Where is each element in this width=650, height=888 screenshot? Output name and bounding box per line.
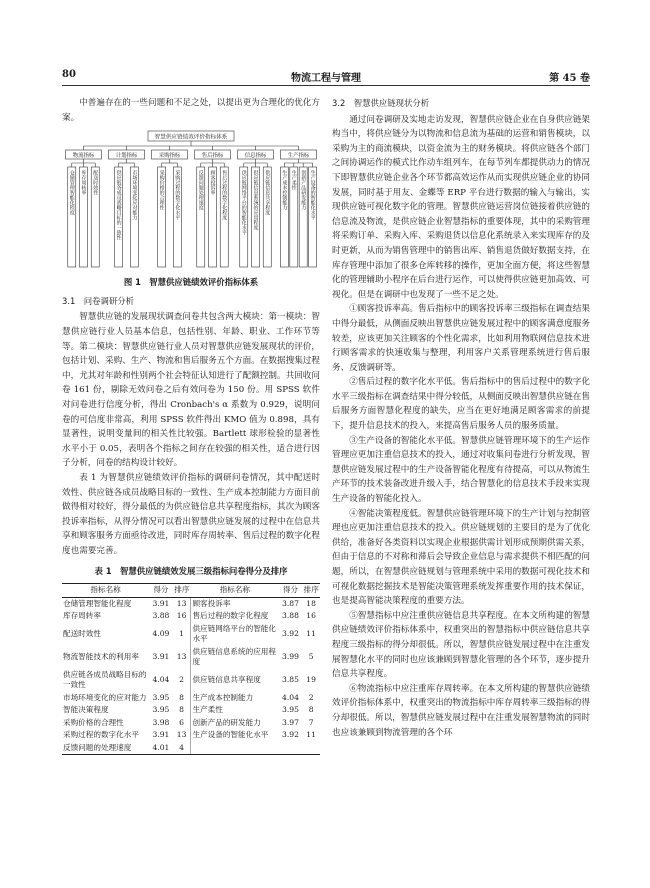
figure-caption: 图 1 智慧供应链绩效评价指标体系 [123, 277, 259, 288]
cell-rank: 16 [306, 611, 316, 621]
cell-indicator-name: 反馈问题的处理速度 [62, 742, 149, 755]
cell-rank: 8 [179, 705, 185, 715]
cell-indicator-name: 生产柔性 [191, 704, 279, 717]
table-row [62, 623, 320, 646]
cell-score: 4.01 [149, 742, 173, 755]
cell-score: 3.85 [282, 674, 299, 684]
table-row [62, 717, 320, 730]
indicator-label: 顾客投诉率 [209, 170, 216, 196]
right-column [332, 96, 590, 740]
indicator-label: 配送时效性 [92, 170, 99, 196]
table-row [62, 597, 320, 610]
cell-score: 3.97 [282, 717, 299, 727]
cell-indicator-name: 智能决策程度 [63, 705, 109, 715]
score-table [62, 583, 320, 755]
running-header [62, 69, 590, 85]
cell-score: 3.92 [282, 730, 299, 740]
cell-rank: 2 [179, 674, 185, 684]
category-label: 售后指标 [201, 152, 224, 159]
cell-indicator-name: 供应链各成员战略目标的一致性 [63, 669, 147, 690]
cell-score: 3.95 [152, 692, 170, 702]
left-column [62, 96, 320, 755]
paragraph-issue-3: ③生产设备的智能化水平低。智慧供应链管理环境下的生产运作管理应更加注重信息技术的投入，通过对收集问卷进行分析发现，智慧供应链发展过程中的生产设备智能化程度有待提高，可以从物流生产环节的技术装备改进升级入手，结合智慧化的信息技术手段来实现生产设备的智能化投入。 [332, 435, 590, 505]
cell-rank: 16 [176, 611, 187, 621]
indicator-label: 创新产品研发能力 [300, 170, 307, 211]
cell-indicator-name: 生产设备的智能化水平 [191, 729, 279, 742]
indicator-tree-diagram [62, 129, 320, 271]
paragraph-issue-6: ⑥物流指标中应注重库存周转率。在本文所构建的智慧供应链绩效评价指标体系中，权重突出的物流指标中库存周转率三级指标的得分却很低。所以，智慧供应链发展过程中在注重发展智慧物流的同时也应该兼顾到物流管理的各个环 [332, 683, 590, 738]
cell-score: 3.91 [152, 651, 170, 661]
th-rank-left: 排序 [173, 584, 191, 598]
indicator-label: 售后过程的数字化程度 [221, 170, 228, 221]
cell-rank: 1 [179, 628, 185, 638]
cell-score: 3.88 [282, 611, 299, 621]
indicator-label: 供应链信息系统的应用程度 [252, 170, 259, 231]
cell-rank: 19 [306, 674, 316, 684]
category-label: 生产指标 [287, 152, 310, 159]
indicator-label: 反馈问题处理速度 [197, 170, 204, 211]
th-name-left: 指标名称 [62, 584, 149, 598]
table-row [62, 610, 320, 623]
intro-paragraph: 中普遍存在的一些问题和不足之处，以提出更为合理化的优化方案。 [62, 98, 320, 123]
cell-score: 3.99 [282, 651, 299, 661]
indicator-label: 市场环境变化应对能力 [131, 170, 138, 221]
section-3-1-title: 3.1 问卷调研分析 [62, 295, 134, 306]
table-row [62, 729, 320, 742]
cell-rank: 13 [176, 651, 187, 661]
header-rule [62, 85, 590, 86]
indicator-label: 供应链信息共享程度 [264, 170, 271, 216]
figure-1 [62, 129, 320, 271]
cell-rank [302, 742, 320, 755]
indicator-label: 供应链网络平台的智能化水平 [240, 170, 247, 236]
cell-indicator-name: 库存周转率 [63, 611, 101, 621]
cell-indicator-name: 供应链信息共享程度 [191, 669, 279, 692]
cell-score: 3.92 [282, 628, 299, 638]
cell-score: 3.95 [152, 705, 170, 715]
indicator-label: 采购过程的数字化水平 [174, 170, 181, 221]
cell-indicator-name: 仓储管理智能化程度 [63, 598, 132, 608]
cell-rank: 18 [306, 598, 316, 608]
indicator-label: 采购价格的合理性 [158, 170, 165, 211]
table-caption: 表 1 智慧供应链绩效发展三级指标问卷得分及排序 [94, 566, 288, 577]
cell-indicator-name: 配送时效性 [63, 628, 101, 638]
indicator-label: 供应链各成员战略目标的一致性 [115, 170, 122, 241]
section-3-2-title: 3.2 智慧供应链现状分析 [332, 98, 430, 108]
cell-rank: 11 [306, 730, 316, 740]
indicator-label: 仓储管理智能化程度 [68, 170, 75, 216]
paragraph-3-1-b: 表 1 为智慧供应链绩效评价指标的调研问卷情况，其中配送时效性、供应链各成员战略目标的一致性、生产成本控制能力方面目前做得相对较好，得分最低的为供应链信息共享程度指标，其次为顾客投诉率指标，从得分情况可以看出智慧供应链发展的过程中在信息共享和顾客服务方面亟待改进，同时库存周转率、售后过程的数字化程度也需要完善。 [62, 472, 320, 556]
cell-score: 3.98 [152, 717, 170, 727]
cell-indicator-name: 物流智能技术的利用率 [63, 651, 139, 661]
cell-indicator-name: 创新产品的研发能力 [191, 717, 279, 730]
cell-score: 3.91 [152, 730, 170, 740]
indicator-label: 库存周转率 [80, 170, 87, 196]
cell-score: 4.04 [282, 692, 299, 702]
cell-score: 3.95 [282, 705, 299, 715]
cell-indicator-name: 生产成本控制能力 [191, 692, 279, 705]
indicator-label: 生产柔性 [290, 170, 297, 191]
cell-rank: 11 [306, 628, 316, 638]
cell-score: 3.87 [282, 598, 299, 608]
cell-indicator-name: 采购价格的合理性 [63, 717, 124, 727]
table-row [62, 669, 320, 692]
th-score-right: 得分 [279, 584, 303, 598]
volume-label: 第 45 卷 [549, 73, 590, 84]
cell-rank: 13 [176, 730, 187, 740]
indicator-label: 生产成本控制能力 [281, 170, 288, 211]
category-label: 计划指标 [115, 152, 138, 159]
cell-indicator-name: 市场环境变化的应对能力 [63, 692, 147, 702]
table-header-row [62, 584, 320, 598]
cell-rank: 7 [308, 717, 314, 727]
th-name-right: 指标名称 [191, 584, 279, 598]
cell-rank: 5 [308, 651, 314, 661]
paragraph-issue-1: ①顾客投诉率高。售后指标中的顾客投诉率三级指标在调查结果中得分最低，从侧面反映出智慧供应链发展过程中的顾客满意度服务较差，应该更加关注顾客的个性化需求，比如利用物联网信息技术进行顾客需求的快速收集与整理，利用客户关系管理系统进行售后服务、反馈调研等。 [332, 304, 590, 373]
cell-rank: 6 [179, 717, 185, 727]
root-label: 智慧供应链绩效评价指标体系 [154, 134, 228, 141]
cell-indicator-name: 售后过程的数字化程度 [191, 610, 279, 623]
cell-score [279, 742, 303, 755]
journal-name: 物流工程与管理 [291, 73, 361, 84]
th-score-left: 得分 [149, 584, 173, 598]
cell-indicator-name [191, 742, 279, 755]
cell-score: 4.04 [152, 674, 170, 684]
cell-rank: 8 [179, 692, 185, 702]
cell-rank: 2 [308, 692, 314, 702]
cell-rank: 8 [308, 705, 314, 715]
cell-score: 4.09 [152, 628, 170, 638]
cell-rank: 13 [176, 598, 187, 608]
table-row [62, 704, 320, 717]
cell-indicator-name: 顾客投诉率 [191, 597, 279, 610]
category-label: 物流指标 [72, 152, 95, 159]
th-rank-right: 排序 [302, 584, 320, 598]
table-row [62, 692, 320, 705]
cell-indicator-name: 供应链信息系统的应用程度 [191, 646, 279, 669]
cell-score: 3.91 [152, 598, 170, 608]
cell-indicator-name: 采购过程的数字化水平 [63, 730, 139, 740]
cell-indicator-name: 供应链网络平台的智能化水平 [191, 623, 279, 646]
paragraph-3-1-a: 智慧供应链的发展现状调查问卷共包含两大模块：第一模块：智慧供应链行业人员基本信息，包括性别、年龄、职业、工作环节等等。第二模块：智慧供应链行业人员对智慧供应链发展现状的评价，包括计划、采购、生产、物流和售后服务五个方面。在数据搜集过程中，尤其对年龄和性别两个社会特征认知进行了配额控制。共回收问卷 161 份，剔除无效问卷之后有效问卷为 150 份。用 SPSS 软件对问卷进行信度分析，得出 Cronbach's α 系数为 0.929，说明问卷的可信度非常高，利用 SPSS 软件得出 KMO 值为 0.898，具有显著性，说明变量间的相关性比较强。Bartlett 球形检验的显著性水平小于 0.05，表明各个指标之间存在较强的相关性，适合进行因子分析，问卷的结构设计较好。 [62, 312, 320, 469]
cell-score: 3.88 [152, 611, 170, 621]
paragraph-issue-4: ④智能决策程度低。智慧供应链管理环境下的生产计划与控制管理也应更加注重信息技术的投入。供应链规划的主要目的是为了优化供给，准备好各类资料以实现企业根据供需计划形成预期供需关系，但由于信息的不对称和滞后会导致企业信息与需求提供不相匹配的问题，所以，在智慧供应链规划与管理系统中采用的数据可视化技术和可视化数据挖掘技术是智能决策管理系统发挥重要作用的技术保证，也是提高智能决策程度的重要方法。 [332, 508, 590, 607]
paragraph-issue-5: ⑤智慧指标中应注重供应链信息共享程度。在本文所构建的智慧供应链绩效评价指标体系中，权重突出的智慧指标中供应链信息共享程度三级指标的得分却很低。所以，智慧供应链发展过程中在注重发展智慧化水平的同时也应该兼顾到智慧化管理的各个环节，逐步提升信息共享程度。 [332, 610, 590, 680]
table-row [62, 646, 320, 669]
paragraph-issue-2: ②售后过程的数字化水平低。售后指标中的售后过程中的数字化水平三级指标在调查结果中得分较低，从侧面反映出智慧供应链在售后服务方面智慧化程度的缺失，应当在更好地满足顾客需求的前提下，提升信息技术的投入，来提高售后服务人员的服务质量。 [332, 377, 590, 432]
category-label: 信息指标 [244, 152, 267, 159]
page-number: 80 [62, 69, 76, 80]
indicator-label: 生产设备的智能化水平 [309, 170, 316, 221]
cell-rank: 4 [173, 742, 191, 755]
category-label: 采购指标 [158, 152, 181, 159]
table-row [62, 742, 320, 755]
paragraph-3-2-intro: 通过问卷调研及实地走访发现，智慧供应链企业在自身供应链架构当中，将供应链分为以物流和信息流为基础的运营和销售模块，以采购为主的商流模块，以资金流为主的财务模块。将供应链各个部门之间协调运作的模式比作动车组列车，在每节列车都提供动力的情况下即智慧供应链企业各个环节都高效运作从而实现供应链企业的协同发展，同时基于用友、金蝶等 ERP 平台进行数据的输入与输出，实现供应链可视化数字化的管理。智慧供应链运营岗位链接着供应链的信息流及物流，是供应链企业智慧指标的重要体现，其中的采购管理将采购订单、采购入库、采购退货以信息化系统录入来实现库存的及时更新，从而为销售管理中的销售出库、销售退货做好数据支持，在库存管理中添加了很多仓库转移的操作，更加全面方便，将这些智慧化的管理辅助小程序在后台进行运作，可以使得供应链更加高效、可视化。但是在调研中也发现了一些不足之处。 [332, 114, 590, 300]
